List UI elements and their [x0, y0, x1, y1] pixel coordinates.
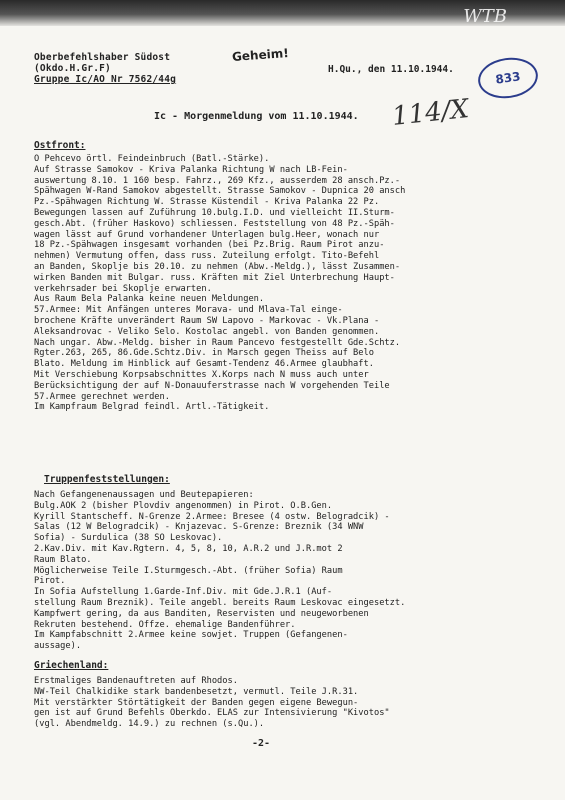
text-line: Raum Blato.	[34, 554, 92, 565]
text-line: (vgl. Abendmeldg. 14.9.) zu rechnen (s.Qu.).	[34, 719, 265, 730]
section-body-griechenland	[34, 676, 539, 730]
text-line: Rekruten bestehend. Offze. ehemalige Bandenführer.	[34, 619, 296, 630]
section-heading-truppen: Truppenfeststellungen:	[44, 474, 170, 485]
text-line: Pirot.	[34, 576, 66, 587]
section-heading-ostfront: Ostfront:	[34, 140, 86, 151]
text-line: wirken Banden mit Bulgar. russ. Kräften mit Ziel Unterbrechung Haupt-	[34, 272, 395, 283]
text-line: Aus Raum Bela Palanka keine neuen Meldungen.	[34, 294, 265, 305]
text-line: Blato. Meldung im Hinblick auf Gesamt-Tendenz 46.Armee glaubhaft.	[34, 359, 374, 370]
text-line: verkehrsader bei Skoplje erwarten.	[34, 283, 212, 294]
classification-stamp: Geheim!	[231, 46, 290, 64]
text-line: Erstmaliges Bandenauftreten auf Rhodos.	[34, 676, 238, 686]
text-line: gesch.Abt. (früher Haskovo) schliessen. Feststellung von 48 Pz.-Späh-	[34, 218, 395, 229]
sender-unit: (Okdo.H.Gr.F)	[34, 63, 111, 74]
text-line: 18 Pz.-Spähwagen insgesamt vorhanden (bei Pz.Brig. Raum Pirot anzu-	[34, 240, 385, 251]
text-line: Bulg.AOK 2 (bisher Plovdiv angenommen) in Pirot. O.B.Gen.	[34, 500, 333, 511]
text-line: Pz.-Spähwagen Richtung W. Strasse Küstendil - Kriva Palanka 22 Pz.	[34, 197, 380, 208]
group-reference: Gruppe Ic/AO Nr 7562/44g	[34, 74, 177, 85]
text-line: Spähwagen W-Rand Samokov abgestellt. Strasse Samokov - Dupnica 20 ansch	[34, 186, 406, 197]
text-line: wagen lässt auf Grund vorhandener Unterlagen bulg.Heer, wonach nur	[34, 229, 380, 240]
section-heading-griechenland: Griechenland:	[34, 660, 109, 671]
text-line: Kampfwert gering, da aus Banditen, Reservisten und neugeworbenen	[34, 608, 369, 619]
text-line: Sofia) - Surdulica (38 SO Leskovac).	[34, 533, 223, 544]
section-body-ostfront	[34, 154, 539, 413]
text-line: Mit verstärkter Störtätigkeit der Banden gegen eigene Bewegun-	[34, 697, 359, 708]
text-line: Im Kampfraum Belgrad feindl. Artl.-Tätigkeit.	[34, 402, 270, 413]
text-line: Nach ungar. Abw.-Meldg. bisher in Raum Pancevo festgestellt Gde.Schtz.	[34, 337, 401, 348]
text-line: Bewegungen lassen auf Zuführung 10.bulg.I.D. und vielleicht II.Sturm-	[34, 207, 395, 218]
text-line: NW-Teil Chalkidike stark bandenbesetzt, vermutl. Teile J.R.31.	[34, 686, 359, 697]
text-line: gen ist auf Grund Befehls Oberkdo. ELAS zur Intensivierung "Kivotos"	[34, 708, 390, 719]
text-line: brochene Kräfte unverändert Raum SW Lapovo - Markovac - Vk.Plana -	[34, 315, 380, 326]
report-title: Ic - Morgenmeldung vom 11.10.1944.	[154, 111, 359, 122]
handwritten-mark: WTB	[463, 6, 507, 27]
text-line: auswertung 8.10. 1 160 besp. Fahrz., 269 Kfz., ausserdem 28 ansch.Pz.-	[34, 175, 401, 186]
section-body-truppen	[34, 490, 539, 652]
text-line: Salas (12 W Belogradcik) - Knjazevac. S-Grenze: Breznik (34 WNW	[34, 522, 364, 533]
text-line: aussage).	[34, 641, 82, 652]
text-line: In Sofia Aufstellung 1.Garde-Inf.Div. mit Gde.J.R.1 (Auf-	[34, 587, 333, 598]
text-line: Möglicherweise Teile I.Sturmgesch.-Abt. (früher Sofia) Raum	[34, 565, 343, 576]
text-line: stellung Raum Breznik). Teile angebl. bereits Raum Leskovac eingesetzt.	[34, 597, 406, 608]
text-line: an Banden, Skoplje bis 20.10. zu nehmen (Abw.-Meldg.), lässt Zusammen-	[34, 261, 401, 272]
text-line: 2.Kav.Div. mit Kav.Rgtern. 4, 5, 8, 10, A.R.2 und J.R.mot 2	[34, 543, 343, 554]
page-stamp: 833	[476, 54, 541, 102]
text-line: 57.Armee gerechnet werden.	[34, 391, 170, 402]
page-number: -2-	[252, 738, 271, 749]
text-line: Aleksandrovac - Veliko Selo. Kostolac angebl. von Banden genommen.	[34, 326, 380, 337]
hq-date: H.Qu., den 11.10.1944.	[328, 64, 454, 75]
text-line: Mit Verschiebung Korpsabschnittes X.Korps nach N muss auch unter	[34, 369, 369, 380]
text-line: Rgter.263, 265, 86.Gde.Schtz.Div. in Marsch gegen Theiss auf Belo	[34, 348, 374, 359]
text-line: Im Kampfabschnitt 2.Armee keine sowjet. Truppen (Gefangenen-	[34, 630, 348, 641]
scan-header-bar	[0, 0, 565, 26]
text-line: Auf Strasse Samokov - Kriva Palanka Richtung W nach LB-Fein-	[34, 164, 348, 175]
text-line: O Pehcevo örtl. Feindeinbruch (Batl.-Stärke).	[34, 154, 270, 164]
sender-line: Oberbefehlshaber Südost	[34, 52, 171, 63]
text-line: Nach Gefangenenaussagen und Beutepapieren:	[34, 490, 254, 500]
text-line: 57.Armee: Mit Anfängen unteres Morava- und Mlava-Tal einge-	[34, 305, 343, 316]
text-line: nehmen) Vermutung offen, dass russ. Zuteilung erfolgt. Tito-Befehl	[34, 251, 380, 262]
handwritten-number: 114/X	[390, 94, 471, 132]
text-line: Berücksichtigung der auf N-Donauuferstrasse nach W vorgehenden Teile	[34, 380, 390, 391]
text-line: Kyrill Stantscheff. N-Grenze 2.Armee: Bresee (4 ostw. Belogradcik) -	[34, 511, 390, 522]
